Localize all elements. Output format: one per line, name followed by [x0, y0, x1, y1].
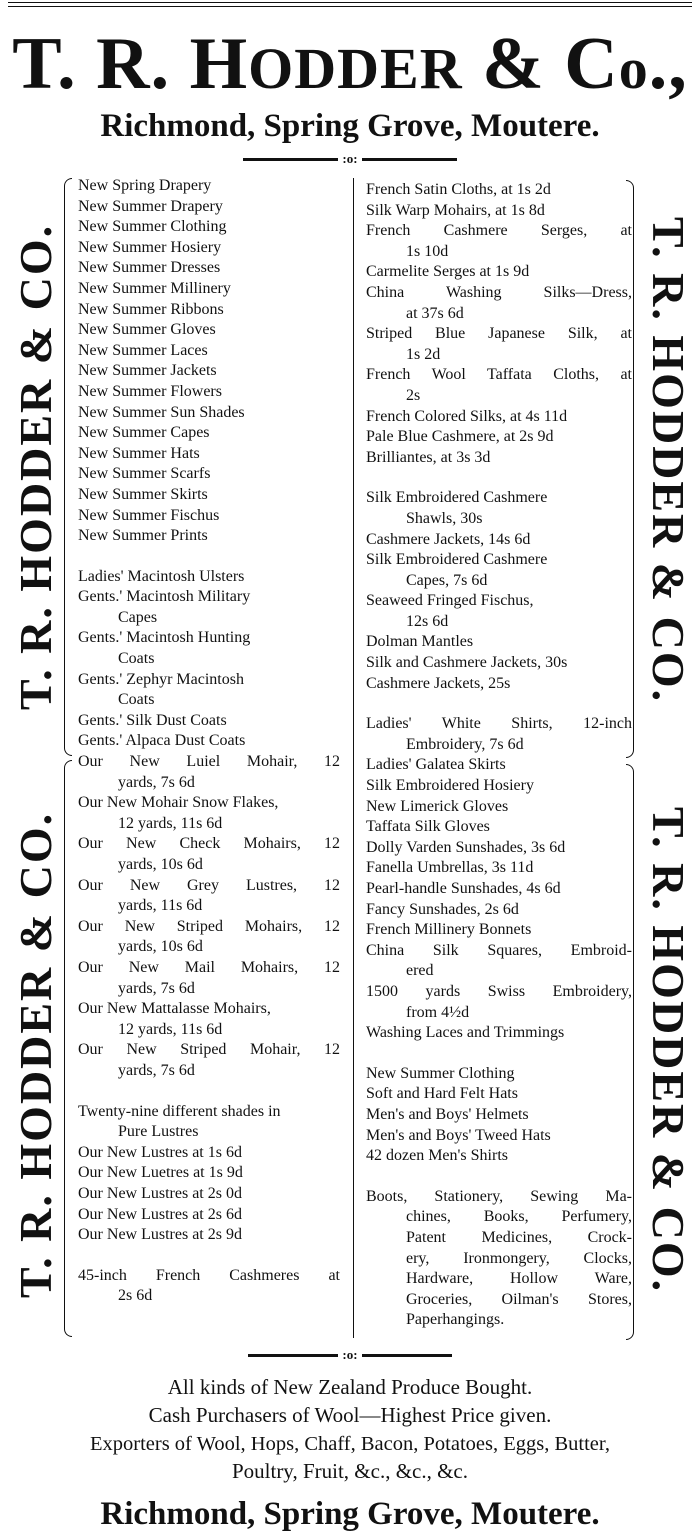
right-column-item: Paperhangings.	[406, 1311, 505, 1329]
left-column-item: Our New Lustres at 2s 6d	[78, 1205, 242, 1223]
left-column-item: 45-inch French Cashmeres at	[78, 1266, 340, 1284]
left-column-item: New Summer Flowers	[78, 382, 222, 400]
left-column-item: New Spring Drapery	[78, 177, 212, 194]
right-column-item: Boots, Stationery, Sewing Ma-	[366, 1187, 632, 1205]
right-column-item: Embroidery, 7s 6d	[406, 735, 524, 753]
right-column-item: ered	[406, 962, 434, 980]
right-column-item: Seaweed Fringed Fischus,	[366, 592, 534, 610]
right-column-item: French Cashmere Serges, at	[366, 222, 632, 240]
right-column-item: Cashmere Jackets, 25s	[366, 674, 511, 692]
right-column-spacer	[366, 1044, 632, 1064]
ornament-bar-left	[243, 158, 338, 161]
left-column-spacer	[78, 1246, 340, 1266]
right-column-item: Fancy Sunshades, 2s 6d	[366, 900, 519, 918]
subtitle-top: Richmond, Spring Grove, Moutere.	[100, 108, 600, 144]
left-column-item: New Summer Scarfs	[78, 465, 211, 483]
right-column-spacer	[366, 468, 632, 488]
left-column-item: Capes	[118, 608, 158, 626]
left-column-item: New Summer Capes	[78, 424, 210, 442]
left-column-item: Pure Lustres	[118, 1123, 199, 1141]
right-column-item: 1500 yards Swiss Embroidery,	[366, 982, 632, 1000]
footer-wool-line: Cash Purchasers of Wool—Highest Price given.	[148, 1403, 552, 1427]
left-column-item: 12 yards, 11s 6d	[118, 814, 223, 832]
right-column-item: Fanella Umbrellas, 3s 11d	[366, 859, 534, 877]
right-column-item: Striped Blue Japanese Silk, at	[366, 325, 632, 343]
left-column-item: Our New Mohair Snow Flakes,	[78, 794, 279, 812]
side-text-right-upper: T. R. HODDER & CO.	[643, 216, 694, 704]
left-column-item: Our New Check Mohairs, 12	[78, 835, 340, 853]
left-column-item: yards, 7s 6d	[118, 773, 195, 791]
right-column-list	[366, 180, 632, 1331]
left-column-item: Our New Striped Mohairs, 12	[78, 917, 340, 935]
left-column-item: Our New Lustres at 1s 6d	[78, 1143, 242, 1161]
right-column-item: Pearl-handle Sunshades, 4s 6d	[366, 880, 561, 897]
subtitle-bottom: Richmond, Spring Grove, Moutere.	[100, 1496, 600, 1532]
left-column-item: New Summer Skirts	[78, 485, 208, 503]
side-text-left-upper: T. R. HODDER & CO.	[10, 223, 61, 711]
left-column-item: yards, 7s 6d	[118, 979, 195, 997]
right-column-spacer	[366, 694, 632, 714]
ornament-top	[0, 151, 700, 166]
left-column-item: Our New Striped Mohair, 12	[78, 1041, 340, 1059]
right-column-item: Ladies' White Shirts, 12-inch	[366, 715, 632, 733]
side-text-right-lower: T. R. HODDER & CO.	[643, 806, 694, 1294]
left-column-item: Twenty-nine different shades in	[78, 1102, 281, 1120]
left-column-item: New Summer Laces	[78, 341, 208, 359]
left-column-item: Our New Luiel Mohair, 12	[78, 753, 340, 771]
right-column-item: at 37s 6d	[406, 304, 464, 322]
left-column-item: Coats	[118, 650, 155, 668]
right-column-item: 1s 2d	[406, 345, 441, 363]
left-column-item: Ladies' Macintosh Ulsters	[78, 567, 245, 585]
left-column-item: New Summer Hosiery	[78, 238, 222, 256]
right-column-item: 42 dozen Men's Shirts	[366, 1147, 508, 1165]
masthead-title	[0, 22, 700, 111]
right-column-item: Capes, 7s 6d	[406, 571, 488, 589]
right-column-item: Silk and Cashmere Jackets, 30s	[366, 654, 568, 672]
left-column-item: Our New Luetres at 1s 9d	[78, 1164, 243, 1182]
ornament-text: :o:	[342, 1347, 358, 1363]
right-column-item: French Colored Silks, at 4s 11d	[366, 407, 568, 425]
left-column-item: Our New Grey Lustres, 12	[78, 876, 340, 894]
right-column-item: 2s	[406, 386, 421, 404]
right-column-spacer	[366, 1167, 632, 1187]
right-column-item: 1s 10d	[406, 242, 449, 260]
right-column-item: Silk Warp Mohairs, at 1s 8d	[366, 201, 545, 219]
column-divider	[353, 178, 354, 1338]
right-column-item: Dolman Mantles	[366, 633, 474, 651]
left-column-item: New Summer Ribbons	[78, 300, 224, 318]
ornament-bar-right	[362, 158, 457, 161]
left-column-item: New Summer Drapery	[78, 197, 223, 215]
right-column-item: Cashmere Jackets, 14s 6d	[366, 530, 531, 548]
right-column-item: China Washing Silks—Dress,	[366, 283, 632, 301]
left-column-item: New Summer Hats	[78, 444, 200, 462]
ornament-bar-left	[248, 1354, 338, 1357]
right-column-item: 12s 6d	[406, 612, 449, 630]
ornament-bottom	[0, 1347, 700, 1362]
left-column-item: New Summer Fischus	[78, 506, 220, 524]
right-column-item: Taffata Silk Gloves	[366, 818, 490, 836]
left-column-item: New Summer Clothing	[78, 218, 227, 236]
masthead-co-small-caps: o	[618, 36, 649, 101]
left-column-spacer	[78, 1082, 340, 1102]
left-column-item: New Summer Dresses	[78, 259, 221, 277]
right-column-item: Men's and Boys' Helmets	[366, 1105, 529, 1123]
right-column-item: Ladies' Galatea Skirts	[366, 756, 506, 774]
right-column-item: New Summer Clothing	[366, 1064, 515, 1082]
right-column-item: New Limerick Gloves	[366, 797, 509, 815]
brace-left-lower	[64, 760, 72, 1337]
right-column-item: ery, Ironmongery, Clocks,	[406, 1249, 632, 1267]
right-column-item: Shawls, 30s	[406, 509, 483, 527]
footer-exporters-line: Exporters of Wool, Hops, Chaff, Bacon, Potatoes, Eggs, Butter,	[89, 1433, 611, 1455]
left-column-item: Coats	[118, 691, 155, 709]
left-column-item: Gents.' Macintosh Hunting	[78, 629, 251, 647]
right-column-item: Men's and Boys' Tweed Hats	[366, 1126, 551, 1144]
left-column-item: New Summer Gloves	[78, 321, 216, 339]
ornament-text: :o:	[342, 151, 358, 167]
right-column-item: Carmelite Serges at 1s 9d	[366, 263, 530, 281]
top-double-rule	[8, 2, 692, 7]
right-column-item: Brilliantes, at 3s 3d	[366, 448, 491, 466]
right-column-item: Dolly Varden Sunshades, 3s 6d	[366, 838, 566, 856]
left-column-item: New Summer Jackets	[78, 362, 217, 380]
left-column-item: yards, 10s 6d	[118, 938, 203, 956]
right-column-item: Silk Embroidered Hosiery	[366, 777, 534, 795]
right-column-item: chines, Books, Perfumery,	[406, 1208, 632, 1226]
right-column-item: French Wool Taffata Cloths, at	[366, 366, 632, 384]
right-column-item: China Silk Squares, Embroid-	[366, 941, 632, 959]
left-column-item: Gents.' Macintosh Military	[78, 588, 251, 606]
right-column-item: from 4½d	[406, 1003, 470, 1021]
side-text-left-lower: T. R. HODDER & CO.	[10, 811, 61, 1299]
left-column-item: New Summer Sun Shades	[78, 403, 245, 421]
left-column-item: Gents.' Silk Dust Coats	[78, 711, 227, 729]
right-column-item: Pale Blue Cashmere, at 2s 9d	[366, 428, 554, 446]
left-column-item: 12 yards, 11s 6d	[118, 1020, 223, 1038]
right-column-item: Silk Embroidered Cashmere	[366, 551, 548, 569]
left-column-item: yards, 10s 6d	[118, 856, 203, 873]
right-column-item: French Satin Cloths, at 1s 2d	[366, 181, 551, 198]
left-column-item: New Summer Millinery	[78, 279, 231, 297]
left-column-item: Gents.' Zephyr Macintosh	[78, 670, 244, 688]
left-column-item: yards, 7s 6d	[118, 1061, 195, 1079]
masthead-initials: T. R. H	[12, 23, 249, 105]
left-column-item: 2s 6d	[118, 1287, 153, 1305]
ornament-bar-right	[362, 1354, 452, 1357]
footer-produce-line: All kinds of New Zealand Produce Bought.	[167, 1375, 533, 1399]
masthead-ampersand: & C	[462, 23, 619, 105]
right-column-item: Patent Medicines, Crock-	[406, 1228, 632, 1246]
right-column-item: Washing Laces and Trimmings	[366, 1024, 565, 1042]
masthead-end: .,	[648, 23, 688, 105]
right-column-item: French Millinery Bonnets	[366, 921, 532, 939]
right-column-item: Soft and Hard Felt Hats	[366, 1085, 518, 1103]
masthead-name-small-caps: ODDER	[248, 36, 463, 101]
right-column-item: Groceries, Oilman's Stores,	[406, 1290, 632, 1308]
footer-poultry-line: Poultry, Fruit, &c., &c., &c.	[231, 1459, 469, 1483]
left-column-item: Gents.' Alpaca Dust Coats	[78, 732, 246, 750]
left-column-item: Our New Lustres at 2s 0d	[78, 1184, 242, 1202]
left-column-list	[78, 176, 340, 1307]
right-column-item: Silk Embroidered Cashmere	[366, 489, 548, 507]
brace-left-upper	[64, 178, 72, 756]
left-column-item: New Summer Prints	[78, 527, 208, 545]
left-column-item: yards, 11s 6d	[118, 897, 203, 915]
left-column-spacer	[78, 547, 340, 567]
left-column-item: Our New Mattalasse Mohairs,	[78, 1000, 271, 1018]
left-column-item: Our New Mail Mohairs, 12	[78, 958, 340, 976]
right-column-item: Hardware, Hollow Ware,	[406, 1270, 632, 1288]
left-column-item: Our New Lustres at 2s 9d	[78, 1226, 242, 1244]
